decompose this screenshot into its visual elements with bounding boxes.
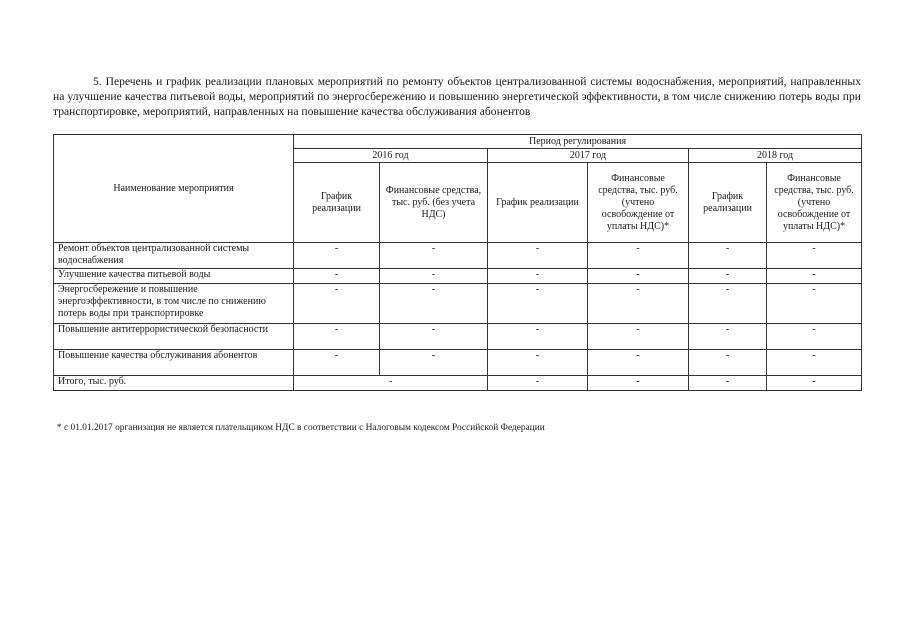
table-cell: - — [588, 284, 689, 324]
total-row — [54, 376, 862, 391]
table-cell: - — [767, 350, 862, 376]
table-cell: - — [588, 269, 689, 284]
table-cell: - — [294, 284, 380, 324]
table-cell: - — [689, 376, 767, 391]
column-subheader: Финансовые средства, тыс. руб. (учтено освобождение от уплаты НДС)* — [588, 163, 689, 243]
table-cell: - — [488, 243, 588, 269]
table-row — [54, 243, 862, 269]
table-cell: - — [588, 350, 689, 376]
column-subheader: Финансовые средства, тыс. руб. (учтено освобождение от уплаты НДС)* — [767, 163, 862, 243]
table-cell: - — [767, 269, 862, 284]
year-header: 2017 год — [488, 149, 689, 163]
table-cell: - — [767, 376, 862, 391]
row-label: Энергосбережение и повышение энергоэффективности, в том числе по снижению потерь воды при транспортировке — [54, 284, 294, 324]
year-header: 2016 год — [294, 149, 488, 163]
row-label: Улучшение качества питьевой воды — [54, 269, 294, 284]
total-label: Итого, тыс. руб. — [54, 376, 294, 391]
column-subheader: График реализации — [488, 163, 588, 243]
section-heading: 5. Перечень и график реализации плановых мероприятий по ремонту объектов централизованной системы водоснабжения, мероприятий, направленных на улучшение качества питьевой воды, мероприятий по энергосбережению и повышению энергетической эффективности, в том числе снижению потерь воды при транспортировке, мероприятий, направленных на повышение качества обслуживания абонентов — [53, 75, 861, 118]
table-cell: - — [294, 324, 380, 350]
footnote: * с 01.01.2017 организация не является плательщиком НДС в соответствии с Налоговым кодексом Российской Федерации — [57, 423, 545, 433]
table-cell: - — [689, 243, 767, 269]
table-cell: - — [294, 376, 488, 391]
column-subheader: Финансовые средства, тыс. руб. (без учета НДС) — [380, 163, 488, 243]
period-header: Период регулирования — [294, 135, 862, 149]
table-cell: - — [380, 269, 488, 284]
column-subheader: График реализации — [294, 163, 380, 243]
table-cell: - — [488, 350, 588, 376]
row-label: Повышение антитеррористической безопасности — [54, 324, 294, 350]
table-cell: - — [488, 324, 588, 350]
table-cell: - — [767, 243, 862, 269]
table-cell: - — [380, 243, 488, 269]
table-row — [54, 269, 862, 284]
table-cell: - — [689, 284, 767, 324]
table-cell: - — [689, 350, 767, 376]
column-subheader: График реализации — [689, 163, 767, 243]
table-cell: - — [380, 350, 488, 376]
table-cell: - — [689, 269, 767, 284]
table-cell: - — [767, 284, 862, 324]
table-row — [54, 350, 862, 376]
table-cell: - — [488, 376, 588, 391]
table-cell: - — [294, 243, 380, 269]
table-cell: - — [689, 324, 767, 350]
table-row — [54, 284, 862, 324]
table-cell: - — [588, 376, 689, 391]
row-label: Повышение качества обслуживания абонентов — [54, 350, 294, 376]
table-cell: - — [767, 324, 862, 350]
row-label: Ремонт объектов централизованной системы водоснабжения — [54, 243, 294, 269]
table-cell: - — [380, 284, 488, 324]
table-cell: - — [488, 269, 588, 284]
table-cell: - — [588, 324, 689, 350]
year-header: 2018 год — [689, 149, 862, 163]
name-column-header: Наименование мероприятия — [54, 135, 294, 243]
activities-table — [53, 134, 862, 391]
table-cell: - — [380, 324, 488, 350]
table-cell: - — [588, 243, 689, 269]
table-cell: - — [294, 269, 380, 284]
table-cell: - — [488, 284, 588, 324]
table-row — [54, 324, 862, 350]
table-cell: - — [294, 350, 380, 376]
